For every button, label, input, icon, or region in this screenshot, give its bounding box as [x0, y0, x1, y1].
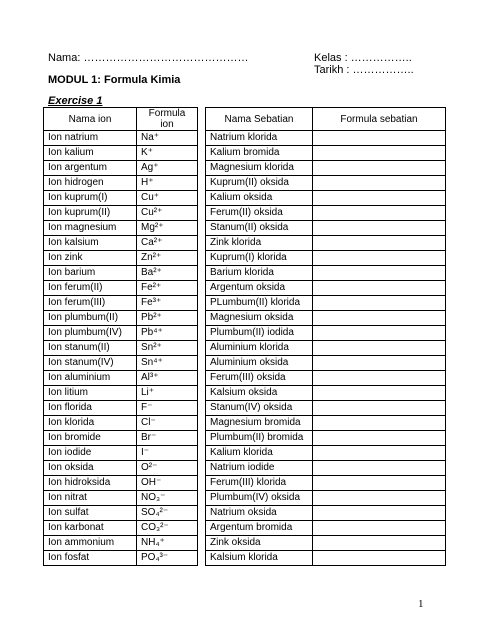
ion-formula-cell: CO₃²⁻ — [137, 521, 198, 536]
header-nama-ion: Nama ion — [44, 108, 137, 131]
ion-formula-cell: SO₄²⁻ — [137, 506, 198, 521]
compound-table-row — [206, 311, 446, 326]
ion-formula-cell: Br⁻ — [137, 431, 198, 446]
ion-formula-cell: K⁺ — [137, 146, 198, 161]
ion-formula-cell: Fe³⁺ — [137, 296, 198, 311]
compound-table-row — [206, 416, 446, 431]
ion-name-cell: Ion plumbum(IV) — [44, 326, 137, 341]
compound-name-cell: Kuprum(II) oksida — [206, 176, 313, 191]
page-number: 1 — [418, 598, 424, 610]
ion-name-cell: Ion iodide — [44, 446, 137, 461]
ion-table-row — [44, 221, 198, 236]
ion-table-row — [44, 521, 198, 536]
compound-formula-answer-cell[interactable] — [313, 176, 446, 191]
ion-formula-cell: Fe²⁺ — [137, 281, 198, 296]
compound-name-cell: Natrium iodide — [206, 461, 313, 476]
ion-name-cell: Ion nitrat — [44, 491, 137, 506]
compound-name-cell: Plumbum(II) bromida — [206, 431, 313, 446]
compound-formula-answer-cell[interactable] — [313, 431, 446, 446]
compound-formula-answer-cell[interactable] — [313, 521, 446, 536]
ion-formula-cell: O²⁻ — [137, 461, 198, 476]
compound-table-row — [206, 551, 446, 566]
compound-name-cell: Natrium klorida — [206, 131, 313, 146]
compound-formula-answer-cell[interactable] — [313, 461, 446, 476]
ion-table-row — [44, 326, 198, 341]
ion-table-row — [44, 476, 198, 491]
compound-formula-answer-cell[interactable] — [313, 266, 446, 281]
ion-table-row — [44, 371, 198, 386]
ion-name-cell: Ion stanum(IV) — [44, 356, 137, 371]
compound-name-cell: Ferum(III) oksida — [206, 371, 313, 386]
ion-formula-cell: PO₄³⁻ — [137, 551, 198, 566]
ion-table — [43, 107, 198, 566]
compound-table-row — [206, 521, 446, 536]
ion-formula-cell: NO₃⁻ — [137, 491, 198, 506]
ion-formula-cell: OH⁻ — [137, 476, 198, 491]
ion-table-row — [44, 551, 198, 566]
compound-name-cell: Ferum(II) oksida — [206, 206, 313, 221]
compound-formula-answer-cell[interactable] — [313, 296, 446, 311]
compound-table-row — [206, 326, 446, 341]
compound-table-row — [206, 161, 446, 176]
ion-table-row — [44, 446, 198, 461]
compound-formula-answer-cell[interactable] — [313, 476, 446, 491]
compound-name-cell: Ferum(III) klorida — [206, 476, 313, 491]
ion-table-row — [44, 266, 198, 281]
compound-name-cell: Natrium oksida — [206, 506, 313, 521]
ion-table-row — [44, 251, 198, 266]
ion-name-cell: Ion kalium — [44, 146, 137, 161]
compound-formula-answer-cell[interactable] — [313, 446, 446, 461]
ion-table-row — [44, 416, 198, 431]
ion-name-cell: Ion barium — [44, 266, 137, 281]
compound-name-cell: Kalium oksida — [206, 191, 313, 206]
compound-name-cell: Kalsium oksida — [206, 386, 313, 401]
ion-name-cell: Ion kalsium — [44, 236, 137, 251]
ion-table-row — [44, 356, 198, 371]
compound-formula-answer-cell[interactable] — [313, 341, 446, 356]
compound-table-row — [206, 356, 446, 371]
compound-formula-answer-cell[interactable] — [313, 536, 446, 551]
compound-table-row — [206, 446, 446, 461]
compound-table-row — [206, 431, 446, 446]
compound-name-cell: Argentum oksida — [206, 281, 313, 296]
compound-name-cell: Barium klorida — [206, 266, 313, 281]
compound-name-cell: Zink oksida — [206, 536, 313, 551]
ion-formula-cell: Zn²⁺ — [137, 251, 198, 266]
compound-formula-answer-cell[interactable] — [313, 551, 446, 566]
compound-table-row — [206, 296, 446, 311]
compound-table-row — [206, 371, 446, 386]
compound-name-cell: Magnesium oksida — [206, 311, 313, 326]
ion-name-cell: Ion zink — [44, 251, 137, 266]
compound-formula-answer-cell[interactable] — [313, 311, 446, 326]
ion-name-cell: Ion natrium — [44, 131, 137, 146]
compound-formula-answer-cell[interactable] — [313, 281, 446, 296]
ion-formula-cell: Pb⁴⁺ — [137, 326, 198, 341]
ion-table-row — [44, 236, 198, 251]
ion-name-cell: Ion plumbum(II) — [44, 311, 137, 326]
ion-table-row — [44, 131, 198, 146]
ion-table-row — [44, 176, 198, 191]
ion-formula-cell: Cu⁺ — [137, 191, 198, 206]
ion-name-cell: Ion magnesium — [44, 221, 137, 236]
ion-table-row — [44, 401, 198, 416]
compound-name-cell: Magnesium bromida — [206, 416, 313, 431]
ion-formula-cell: Cu²⁺ — [137, 206, 198, 221]
compound-name-cell: Kalium bromida — [206, 146, 313, 161]
compound-table-row — [206, 191, 446, 206]
compound-formula-answer-cell[interactable] — [313, 131, 446, 146]
compound-name-cell: Aluminium oksida — [206, 356, 313, 371]
tarikh-field-label: Tarikh : …………….. — [314, 64, 414, 76]
compound-table-row — [206, 491, 446, 506]
compound-table-row — [206, 251, 446, 266]
compound-formula-answer-cell[interactable] — [313, 206, 446, 221]
ion-name-cell: Ion ferum(II) — [44, 281, 137, 296]
compound-name-cell: Kuprum(I) klorida — [206, 251, 313, 266]
ion-table-row — [44, 386, 198, 401]
ion-formula-cell: Na⁺ — [137, 131, 198, 146]
compound-table-row — [206, 506, 446, 521]
ion-table-row — [44, 341, 198, 356]
compound-table — [205, 107, 446, 566]
header-formula-sebatian: Formula sebatian — [313, 108, 446, 131]
ion-name-cell: Ion stanum(II) — [44, 341, 137, 356]
compound-name-cell: Stanum(II) oksida — [206, 221, 313, 236]
ion-formula-cell: H⁺ — [137, 176, 198, 191]
compound-formula-answer-cell[interactable] — [313, 191, 446, 206]
ion-formula-cell: NH₄⁺ — [137, 536, 198, 551]
ion-formula-cell: F⁻ — [137, 401, 198, 416]
ion-table-row — [44, 491, 198, 506]
ion-formula-cell: I⁻ — [137, 446, 198, 461]
ion-name-cell: Ion karbonat — [44, 521, 137, 536]
compound-formula-answer-cell[interactable] — [313, 326, 446, 341]
compound-table-row — [206, 146, 446, 161]
compound-table-row — [206, 386, 446, 401]
module-title: MODUL 1: Formula Kimia — [48, 74, 181, 86]
compound-formula-answer-cell[interactable] — [313, 401, 446, 416]
ion-table-row — [44, 146, 198, 161]
compound-table-row — [206, 536, 446, 551]
ion-table-row — [44, 431, 198, 446]
ion-formula-cell: Li⁺ — [137, 386, 198, 401]
ion-name-cell: Ion florida — [44, 401, 137, 416]
compound-formula-answer-cell[interactable] — [313, 236, 446, 251]
ion-name-cell: Ion hidrogen — [44, 176, 137, 191]
compound-name-cell: Zink klorida — [206, 236, 313, 251]
compound-name-cell: Plumbum(IV) oksida — [206, 491, 313, 506]
kelas-field-label: Kelas : …………….. — [314, 52, 412, 64]
ion-formula-cell: Sn²⁺ — [137, 341, 198, 356]
compound-name-cell: Argentum bromida — [206, 521, 313, 536]
exercise-title: Exercise 1 — [48, 95, 103, 107]
ion-formula-cell: Ca²⁺ — [137, 236, 198, 251]
compound-formula-answer-cell[interactable] — [313, 146, 446, 161]
ion-table-row — [44, 191, 198, 206]
compound-formula-answer-cell[interactable] — [313, 356, 446, 371]
compound-name-cell: Aluminium klorida — [206, 341, 313, 356]
ion-table-row — [44, 206, 198, 221]
ion-name-cell: Ion kuprum(II) — [44, 206, 137, 221]
compound-table-row — [206, 476, 446, 491]
nama-field-label: Nama: ……………………………………… — [48, 52, 249, 64]
ion-name-cell: Ion litium — [44, 386, 137, 401]
ion-name-cell: Ion sulfat — [44, 506, 137, 521]
compound-formula-answer-cell[interactable] — [313, 251, 446, 266]
compound-table-row — [206, 206, 446, 221]
ion-name-cell: Ion argentum — [44, 161, 137, 176]
ion-name-cell: Ion bromide — [44, 431, 137, 446]
compound-formula-answer-cell[interactable] — [313, 221, 446, 236]
compound-table-header-row — [206, 108, 446, 131]
ion-table-row — [44, 296, 198, 311]
compound-table-row — [206, 131, 446, 146]
ion-name-cell: Ion klorida — [44, 416, 137, 431]
compound-table-row — [206, 266, 446, 281]
compound-table-row — [206, 281, 446, 296]
ion-formula-cell: Cl⁻ — [137, 416, 198, 431]
header-formula-ion: Formula ion — [137, 108, 198, 131]
ion-name-cell: Ion ferum(III) — [44, 296, 137, 311]
compound-formula-answer-cell[interactable] — [313, 416, 446, 431]
ion-name-cell: Ion fosfat — [44, 551, 137, 566]
compound-name-cell: PLumbum(II) klorida — [206, 296, 313, 311]
ion-formula-cell: Mg²⁺ — [137, 221, 198, 236]
ion-formula-cell: Sn⁴⁺ — [137, 356, 198, 371]
compound-name-cell: Kalsium klorida — [206, 551, 313, 566]
ion-name-cell: Ion ammonium — [44, 536, 137, 551]
compound-formula-answer-cell[interactable] — [313, 506, 446, 521]
ion-name-cell: Ion hidroksida — [44, 476, 137, 491]
ion-table-row — [44, 506, 198, 521]
compound-formula-answer-cell[interactable] — [313, 161, 446, 176]
compound-table-row — [206, 341, 446, 356]
compound-formula-answer-cell[interactable] — [313, 371, 446, 386]
compound-table-row — [206, 221, 446, 236]
ion-table-row — [44, 281, 198, 296]
header-nama-sebatian: Nama Sebatian — [206, 108, 313, 131]
compound-table-row — [206, 236, 446, 251]
ion-formula-cell: Al³⁺ — [137, 371, 198, 386]
compound-name-cell: Stanum(IV) oksida — [206, 401, 313, 416]
ion-table-row — [44, 461, 198, 476]
ion-table-row — [44, 161, 198, 176]
ion-formula-cell: Ba²⁺ — [137, 266, 198, 281]
compound-formula-answer-cell[interactable] — [313, 386, 446, 401]
compound-table-row — [206, 176, 446, 191]
ion-name-cell: Ion oksida — [44, 461, 137, 476]
compound-table-row — [206, 401, 446, 416]
ion-table-row — [44, 536, 198, 551]
compound-table-row — [206, 461, 446, 476]
ion-formula-cell: Ag⁺ — [137, 161, 198, 176]
compound-name-cell: Kalium klorida — [206, 446, 313, 461]
compound-name-cell: Plumbum(II) iodida — [206, 326, 313, 341]
ion-table-header-row — [44, 108, 198, 131]
ion-name-cell: Ion kuprum(I) — [44, 191, 137, 206]
ion-table-row — [44, 311, 198, 326]
compound-formula-answer-cell[interactable] — [313, 491, 446, 506]
compound-name-cell: Magnesium klorida — [206, 161, 313, 176]
ion-name-cell: Ion aluminium — [44, 371, 137, 386]
ion-formula-cell: Pb²⁺ — [137, 311, 198, 326]
